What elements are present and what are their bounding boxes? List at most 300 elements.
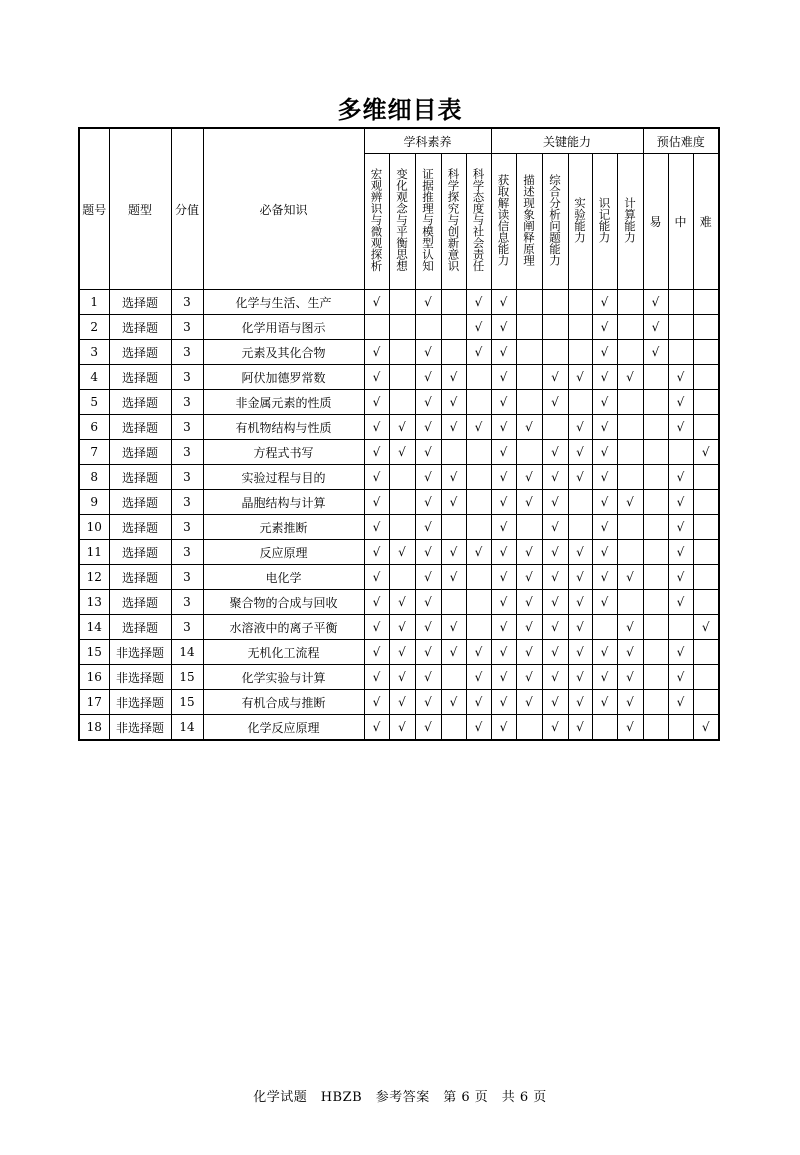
check-cell: √ [542, 390, 568, 415]
cell-knowledge: 反应原理 [203, 540, 364, 565]
cell-score: 3 [171, 340, 203, 365]
check-cell: √ [516, 665, 542, 690]
check-cell: √ [441, 415, 466, 440]
subheader-10 [617, 154, 643, 290]
check-cell: √ [568, 640, 592, 665]
check-cell: √ [415, 465, 441, 490]
check-cell: √ [364, 390, 389, 415]
check-cell: √ [415, 390, 441, 415]
check-cell [643, 390, 668, 415]
check-cell [542, 415, 568, 440]
header-score: 分值 [171, 128, 203, 290]
check-cell [693, 590, 719, 615]
check-cell: √ [441, 365, 466, 390]
cell-question-type: 选择题 [109, 590, 171, 615]
check-cell: √ [415, 615, 441, 640]
check-cell [693, 465, 719, 490]
header-group-difficulty: 预估难度 [643, 128, 719, 154]
check-cell: √ [592, 465, 617, 490]
check-cell [693, 665, 719, 690]
check-cell: √ [568, 465, 592, 490]
check-cell [693, 540, 719, 565]
check-cell: √ [617, 690, 643, 715]
table-row [79, 715, 719, 741]
subheader-0 [364, 154, 389, 290]
check-cell [542, 315, 568, 340]
check-cell: √ [592, 440, 617, 465]
check-cell [617, 515, 643, 540]
header-question-type: 题型 [109, 128, 171, 290]
check-cell: √ [668, 490, 693, 515]
check-cell [466, 390, 491, 415]
cell-question-type: 非选择题 [109, 640, 171, 665]
cell-knowledge: 有机物结构与性质 [203, 415, 364, 440]
cell-knowledge: 有机合成与推断 [203, 690, 364, 715]
check-cell [668, 615, 693, 640]
check-cell [617, 590, 643, 615]
check-cell [592, 615, 617, 640]
check-cell [617, 415, 643, 440]
table-row [79, 365, 719, 390]
check-cell: √ [668, 415, 693, 440]
check-cell [568, 315, 592, 340]
check-cell: √ [542, 590, 568, 615]
check-cell [466, 365, 491, 390]
check-cell [693, 690, 719, 715]
check-cell [441, 440, 466, 465]
check-cell: √ [668, 390, 693, 415]
check-cell: √ [568, 415, 592, 440]
subheader-12 [668, 154, 693, 290]
cell-question-type: 非选择题 [109, 690, 171, 715]
subheader-label: 综合分析问题能力 [548, 174, 562, 266]
page-title: 多维细目表 [337, 96, 463, 124]
check-cell [643, 715, 668, 741]
check-cell: √ [516, 490, 542, 515]
cell-score: 3 [171, 490, 203, 515]
cell-score: 3 [171, 565, 203, 590]
check-cell [643, 640, 668, 665]
subheader-label: 描述现象阐释原理 [522, 174, 536, 266]
cell-question-number: 13 [79, 590, 109, 615]
check-cell: √ [643, 290, 668, 315]
check-cell: √ [668, 640, 693, 665]
check-cell: √ [364, 290, 389, 315]
cell-knowledge: 方程式书写 [203, 440, 364, 465]
check-cell [617, 540, 643, 565]
check-cell: √ [668, 540, 693, 565]
check-cell: √ [415, 440, 441, 465]
check-cell [643, 490, 668, 515]
check-cell [643, 590, 668, 615]
check-cell [617, 465, 643, 490]
cell-question-number: 8 [79, 465, 109, 490]
check-cell [693, 365, 719, 390]
check-cell [389, 390, 415, 415]
check-cell [617, 390, 643, 415]
cell-question-number: 6 [79, 415, 109, 440]
check-cell [568, 490, 592, 515]
check-cell [441, 665, 466, 690]
cell-score: 3 [171, 515, 203, 540]
cell-question-number: 1 [79, 290, 109, 315]
table-row [79, 640, 719, 665]
check-cell: √ [668, 465, 693, 490]
subheader-7 [542, 154, 568, 290]
check-cell [516, 315, 542, 340]
check-cell: √ [466, 665, 491, 690]
check-cell: √ [693, 615, 719, 640]
check-cell: √ [592, 565, 617, 590]
check-cell [466, 465, 491, 490]
cell-knowledge: 化学与生活、生产 [203, 290, 364, 315]
subheader-2 [415, 154, 441, 290]
check-cell: √ [542, 490, 568, 515]
check-cell: √ [364, 665, 389, 690]
check-cell [617, 340, 643, 365]
check-cell: √ [441, 490, 466, 515]
cell-score: 3 [171, 440, 203, 465]
check-cell: √ [516, 690, 542, 715]
subheader-label: 科学态度与社会责任 [471, 168, 486, 272]
cell-score: 3 [171, 290, 203, 315]
check-cell: √ [491, 590, 516, 615]
specification-table [78, 127, 720, 741]
check-cell [643, 615, 668, 640]
check-cell [568, 290, 592, 315]
check-cell [668, 440, 693, 465]
check-cell: √ [415, 340, 441, 365]
check-cell: √ [415, 640, 441, 665]
check-cell: √ [542, 515, 568, 540]
cell-score: 3 [171, 590, 203, 615]
check-cell: √ [364, 515, 389, 540]
check-cell: √ [668, 515, 693, 540]
check-cell: √ [592, 415, 617, 440]
table-row [79, 540, 719, 565]
check-cell: √ [516, 465, 542, 490]
cell-score: 3 [171, 390, 203, 415]
cell-knowledge: 聚合物的合成与回收 [203, 590, 364, 615]
check-cell: √ [643, 340, 668, 365]
table-row [79, 290, 719, 315]
check-cell: √ [364, 465, 389, 490]
check-cell: √ [516, 540, 542, 565]
check-cell: √ [415, 665, 441, 690]
subheader-label: 易 [649, 215, 662, 229]
check-cell: √ [568, 715, 592, 741]
check-cell: √ [668, 590, 693, 615]
check-cell: √ [617, 365, 643, 390]
subheader-label: 实验能力 [573, 197, 587, 243]
header-knowledge: 必备知识 [203, 128, 364, 290]
cell-score: 15 [171, 665, 203, 690]
check-cell: √ [542, 465, 568, 490]
page-footer: 化学试题 HBZB 参考答案 第 6 页 共 6 页 [253, 1090, 547, 1105]
check-cell: √ [542, 690, 568, 715]
check-cell: √ [389, 540, 415, 565]
check-cell: √ [491, 315, 516, 340]
cell-score: 3 [171, 315, 203, 340]
check-cell: √ [466, 340, 491, 365]
cell-question-number: 14 [79, 615, 109, 640]
check-cell: √ [441, 615, 466, 640]
cell-knowledge: 化学反应原理 [203, 715, 364, 741]
check-cell [693, 340, 719, 365]
check-cell: √ [441, 565, 466, 590]
check-cell [693, 315, 719, 340]
check-cell: √ [693, 715, 719, 741]
subheader-3 [441, 154, 466, 290]
check-cell: √ [542, 440, 568, 465]
check-cell [693, 565, 719, 590]
check-cell [568, 515, 592, 540]
cell-knowledge: 电化学 [203, 565, 364, 590]
cell-knowledge: 非金属元素的性质 [203, 390, 364, 415]
check-cell: √ [568, 590, 592, 615]
check-cell: √ [389, 415, 415, 440]
check-cell: √ [364, 365, 389, 390]
check-cell: √ [516, 615, 542, 640]
check-cell: √ [568, 440, 592, 465]
cell-question-number: 9 [79, 490, 109, 515]
check-cell: √ [668, 665, 693, 690]
subheader-13 [693, 154, 719, 290]
check-cell: √ [364, 490, 389, 515]
check-cell: √ [415, 690, 441, 715]
check-cell: √ [568, 565, 592, 590]
check-cell: √ [592, 490, 617, 515]
check-cell [643, 415, 668, 440]
check-cell [389, 465, 415, 490]
check-cell: √ [617, 615, 643, 640]
check-cell [441, 590, 466, 615]
check-cell: √ [364, 715, 389, 741]
cell-score: 3 [171, 365, 203, 390]
check-cell [568, 390, 592, 415]
subheader-label: 科学探究与创新意识 [446, 168, 461, 272]
check-cell [389, 490, 415, 515]
check-cell: √ [364, 615, 389, 640]
table-body [79, 290, 719, 741]
cell-score: 14 [171, 640, 203, 665]
cell-knowledge: 无机化工流程 [203, 640, 364, 665]
check-cell: √ [668, 565, 693, 590]
cell-question-type: 选择题 [109, 340, 171, 365]
table-row [79, 490, 719, 515]
check-cell: √ [491, 490, 516, 515]
check-cell: √ [542, 540, 568, 565]
check-cell [389, 290, 415, 315]
check-cell: √ [491, 715, 516, 741]
check-cell [643, 565, 668, 590]
check-cell: √ [389, 665, 415, 690]
check-cell [693, 515, 719, 540]
cell-question-number: 18 [79, 715, 109, 741]
check-cell: √ [592, 590, 617, 615]
check-cell: √ [466, 540, 491, 565]
check-cell: √ [389, 715, 415, 741]
check-cell: √ [592, 640, 617, 665]
check-cell [643, 465, 668, 490]
check-cell: √ [415, 565, 441, 590]
check-cell: √ [364, 640, 389, 665]
check-cell: √ [389, 590, 415, 615]
table-row [79, 440, 719, 465]
check-cell [693, 290, 719, 315]
check-cell: √ [617, 665, 643, 690]
cell-question-number: 5 [79, 390, 109, 415]
check-cell [542, 290, 568, 315]
check-cell: √ [542, 715, 568, 741]
check-cell [693, 640, 719, 665]
check-cell: √ [568, 365, 592, 390]
check-cell: √ [415, 540, 441, 565]
check-cell [441, 315, 466, 340]
table-row [79, 390, 719, 415]
subheader-label: 证据推理与模型认知 [421, 168, 435, 272]
check-cell: √ [516, 565, 542, 590]
cell-knowledge: 实验过程与目的 [203, 465, 364, 490]
check-cell [516, 715, 542, 741]
check-cell: √ [592, 290, 617, 315]
check-cell [389, 565, 415, 590]
table-row [79, 465, 719, 490]
check-cell: √ [364, 565, 389, 590]
check-cell: √ [364, 340, 389, 365]
cell-question-number: 7 [79, 440, 109, 465]
cell-score: 3 [171, 465, 203, 490]
subheader-label: 识记能力 [597, 197, 612, 243]
check-cell [643, 540, 668, 565]
cell-score: 3 [171, 415, 203, 440]
check-cell: √ [415, 415, 441, 440]
check-cell: √ [466, 315, 491, 340]
check-cell: √ [592, 390, 617, 415]
cell-score: 3 [171, 615, 203, 640]
header-question-number: 题号 [79, 128, 109, 290]
check-cell: √ [516, 590, 542, 615]
cell-question-type: 选择题 [109, 615, 171, 640]
subheader-9 [592, 154, 617, 290]
check-cell [389, 365, 415, 390]
cell-question-type: 选择题 [109, 465, 171, 490]
check-cell: √ [592, 665, 617, 690]
check-cell: √ [389, 615, 415, 640]
check-cell [466, 440, 491, 465]
check-cell [693, 490, 719, 515]
check-cell: √ [441, 465, 466, 490]
check-cell: √ [491, 415, 516, 440]
subheader-1 [389, 154, 415, 290]
check-cell [466, 565, 491, 590]
check-cell: √ [441, 690, 466, 715]
cell-knowledge: 化学实验与计算 [203, 665, 364, 690]
check-cell [516, 390, 542, 415]
cell-question-type: 选择题 [109, 290, 171, 315]
check-cell: √ [568, 615, 592, 640]
check-cell [592, 715, 617, 741]
cell-knowledge: 化学用语与图示 [203, 315, 364, 340]
subheader-8 [568, 154, 592, 290]
check-cell: √ [491, 540, 516, 565]
check-cell [643, 690, 668, 715]
cell-question-type: 选择题 [109, 490, 171, 515]
table-row [79, 315, 719, 340]
subheader-5 [491, 154, 516, 290]
subheader-label: 宏观辨识与微观探析 [369, 168, 384, 272]
check-cell [415, 315, 441, 340]
cell-question-number: 2 [79, 315, 109, 340]
check-cell: √ [643, 315, 668, 340]
check-cell [389, 340, 415, 365]
check-cell [466, 515, 491, 540]
check-cell: √ [542, 640, 568, 665]
check-cell [441, 715, 466, 741]
check-cell: √ [568, 540, 592, 565]
check-cell: √ [466, 640, 491, 665]
check-cell: √ [592, 515, 617, 540]
check-cell: √ [491, 290, 516, 315]
check-cell: √ [592, 365, 617, 390]
cell-question-type: 选择题 [109, 390, 171, 415]
check-cell [516, 440, 542, 465]
check-cell [617, 290, 643, 315]
check-cell: √ [491, 365, 516, 390]
cell-question-number: 17 [79, 690, 109, 715]
check-cell [466, 615, 491, 640]
subheader-6 [516, 154, 542, 290]
check-cell: √ [617, 490, 643, 515]
cell-question-number: 3 [79, 340, 109, 365]
cell-question-type: 非选择题 [109, 665, 171, 690]
check-cell: √ [592, 540, 617, 565]
check-cell [668, 340, 693, 365]
check-cell: √ [491, 640, 516, 665]
check-cell: √ [617, 640, 643, 665]
table-row [79, 665, 719, 690]
cell-question-number: 11 [79, 540, 109, 565]
check-cell [643, 665, 668, 690]
cell-question-type: 选择题 [109, 415, 171, 440]
check-cell [466, 490, 491, 515]
check-cell: √ [542, 665, 568, 690]
cell-question-number: 10 [79, 515, 109, 540]
cell-knowledge: 晶胞结构与计算 [203, 490, 364, 515]
subheader-label: 获取解读信息能力 [496, 174, 511, 266]
check-cell: √ [466, 290, 491, 315]
check-cell [617, 440, 643, 465]
check-cell: √ [491, 340, 516, 365]
check-cell: √ [441, 540, 466, 565]
check-cell [643, 365, 668, 390]
check-cell: √ [441, 390, 466, 415]
cell-question-number: 16 [79, 665, 109, 690]
check-cell [441, 340, 466, 365]
check-cell [568, 340, 592, 365]
check-cell [643, 440, 668, 465]
check-cell: √ [441, 640, 466, 665]
check-cell: √ [364, 540, 389, 565]
cell-knowledge: 元素推断 [203, 515, 364, 540]
cell-question-type: 选择题 [109, 365, 171, 390]
check-cell: √ [364, 590, 389, 615]
check-cell: √ [617, 715, 643, 741]
check-cell [617, 315, 643, 340]
check-cell [542, 340, 568, 365]
check-cell [668, 290, 693, 315]
table-row [79, 565, 719, 590]
